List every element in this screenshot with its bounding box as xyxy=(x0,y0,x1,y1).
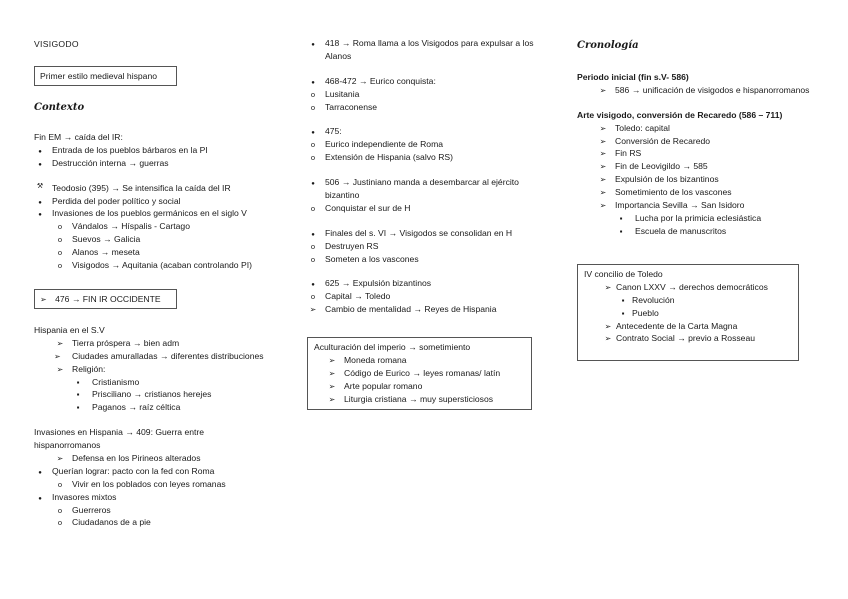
list-item: ➢ Importancia Sevilla → San Isidoro xyxy=(577,199,813,212)
fin-ir-label: 476 → FIN IR OCCIDENTE xyxy=(55,294,161,304)
event-418: ● 418 → Roma llama a los Visigodos para expulsar a los Alanos xyxy=(307,37,543,63)
list-item: o Guerreros xyxy=(34,504,274,517)
list-item: ▪ Escuela de manuscritos xyxy=(577,225,813,238)
event-625: ● 625 → Expulsión bizantinos xyxy=(307,277,543,290)
list-item: ➢ Arte popular romano xyxy=(314,380,525,393)
list-item: o Tarraconense xyxy=(307,101,543,114)
list-item: o Extensión de Hispania (salvo RS) xyxy=(307,151,543,164)
list-item: o Capital → Toledo xyxy=(307,290,543,303)
teodosio-line: ⚒ Teodosio (395) → Se intensifica la caída del IR xyxy=(34,182,274,195)
concilio-title: IV concilio de Toledo xyxy=(584,269,663,279)
concilio-box xyxy=(577,264,799,361)
list-item: ➢ Fin de Leovigildo → 585 xyxy=(577,160,813,173)
list-item: ➢ Fin RS xyxy=(577,147,813,160)
list-item: ● Querían lograr: pacto con la fed con Roma xyxy=(34,465,274,478)
event-finales: ● Finales del s. VI → Visigodos se consolidan en H xyxy=(307,227,543,240)
page-title: VISIGODO xyxy=(34,39,79,49)
event-475: ● 475: xyxy=(307,125,543,138)
list-item: ● Entrada de los pueblos bárbaros en la PI xyxy=(34,144,274,157)
list-item: ▪ Cristianismo xyxy=(34,376,274,389)
list-item: ▪ Pueblo xyxy=(584,307,792,320)
list-item: ▪ Prisciliano → cristianos herejes xyxy=(34,388,274,401)
list-item: ➢ Conversión de Recaredo xyxy=(577,135,813,148)
style-box-label: Primer estilo medieval hispano xyxy=(40,71,158,81)
list-item: ➢ Defensa en los Pirineos alterados xyxy=(34,452,274,465)
list-item: ● Invasores mixtos xyxy=(34,491,274,504)
list-item: ➢ Ciudades amuralladas → diferentes distribuciones xyxy=(34,350,274,363)
cronologia-heading: Cronología xyxy=(577,40,639,51)
hispania-section xyxy=(34,324,274,529)
cronologia-section xyxy=(577,71,813,238)
event-506: ● 506 → Justiniano manda a desembarcar al ejército bizantino xyxy=(307,176,543,202)
list-item: ➢ Religión: xyxy=(34,363,274,376)
list-item: o Vivir en los poblados con leyes romanas xyxy=(34,478,274,491)
aculturacion-title: Aculturación del imperio → sometimiento xyxy=(314,342,471,352)
list-item: o Destruyen RS xyxy=(307,240,543,253)
list-item: o Ciudadanos de a pie xyxy=(34,516,274,529)
list-item: o Eurico independiente de Roma xyxy=(307,138,543,151)
list-item: ➢ Toledo: capital xyxy=(577,122,813,135)
list-item: ➢ Tierra próspera → bien adm xyxy=(34,337,274,350)
timeline-section xyxy=(307,37,543,316)
list-item: ➢ Antecedente de la Carta Magna xyxy=(584,320,792,333)
arrow-bullet-icon: ➢ xyxy=(40,295,47,304)
aculturacion-box xyxy=(307,337,532,410)
contexto-section xyxy=(34,131,274,272)
list-item: ● Perdida del poder político y social xyxy=(34,195,274,208)
arte-heading: Arte visigodo, conversión de Recaredo (586 – 711) xyxy=(577,109,783,120)
list-item: ➢ Sometimiento de los vascones xyxy=(577,186,813,199)
list-item: ➢ Liturgia cristiana → muy supersticiosos xyxy=(314,393,525,406)
list-item: o Lusitania xyxy=(307,88,543,101)
event-468: ● 468-472 → Eurico conquista: xyxy=(307,75,543,88)
style-box xyxy=(34,66,177,86)
list-item: ● Invasiones de los pueblos germánicos en el siglo V xyxy=(34,207,274,220)
periodo-heading: Periodo inicial (fin s.V- 586) xyxy=(577,72,689,82)
list-item: ➢ Cambio de mentalidad → Reyes de Hispania xyxy=(307,303,543,316)
list-item: o Alanos → meseta xyxy=(34,246,274,259)
contexto-heading: Contexto xyxy=(34,102,85,113)
invasiones-line: Invasiones en Hispania → 409: Guerra entre hispanorromanos xyxy=(34,427,205,451)
list-item: ➢ 586 → unificación de visigodos e hispanorromanos xyxy=(577,84,813,97)
hispania-line: Hispania en el S.V xyxy=(34,325,105,335)
list-item: ➢ Canon LXXV → derechos democráticos xyxy=(584,281,792,294)
list-item: ● Destrucción interna → guerras xyxy=(34,157,274,170)
list-item: o Vándalos → Híspalis - Cartago xyxy=(34,220,274,233)
fin-ir-box xyxy=(34,289,177,309)
list-item: ➢ Contrato Social → previo a Rosseau xyxy=(584,332,792,345)
list-item: o Conquistar el sur de H xyxy=(307,202,543,215)
list-item: ➢ Moneda romana xyxy=(314,354,525,367)
list-item: o Suevos → Galicia xyxy=(34,233,274,246)
list-item: ▪ Revolución xyxy=(584,294,792,307)
shield-icon: ⚒ xyxy=(36,182,44,190)
list-item: ▪ Lucha por la primicia eclesiástica xyxy=(577,212,813,225)
list-item: o Someten a los vascones xyxy=(307,253,543,266)
list-item: o Visigodos → Aquitania (acaban controlando PI) xyxy=(34,259,274,272)
list-item: ➢ Código de Eurico → leyes romanas/ latín xyxy=(314,367,525,380)
fin-em-line: Fin EM → caída del IR: xyxy=(34,132,123,142)
list-item: ➢ Expulsión de los bizantinos xyxy=(577,173,813,186)
list-item: ▪ Paganos → raíz céltica xyxy=(34,401,274,414)
